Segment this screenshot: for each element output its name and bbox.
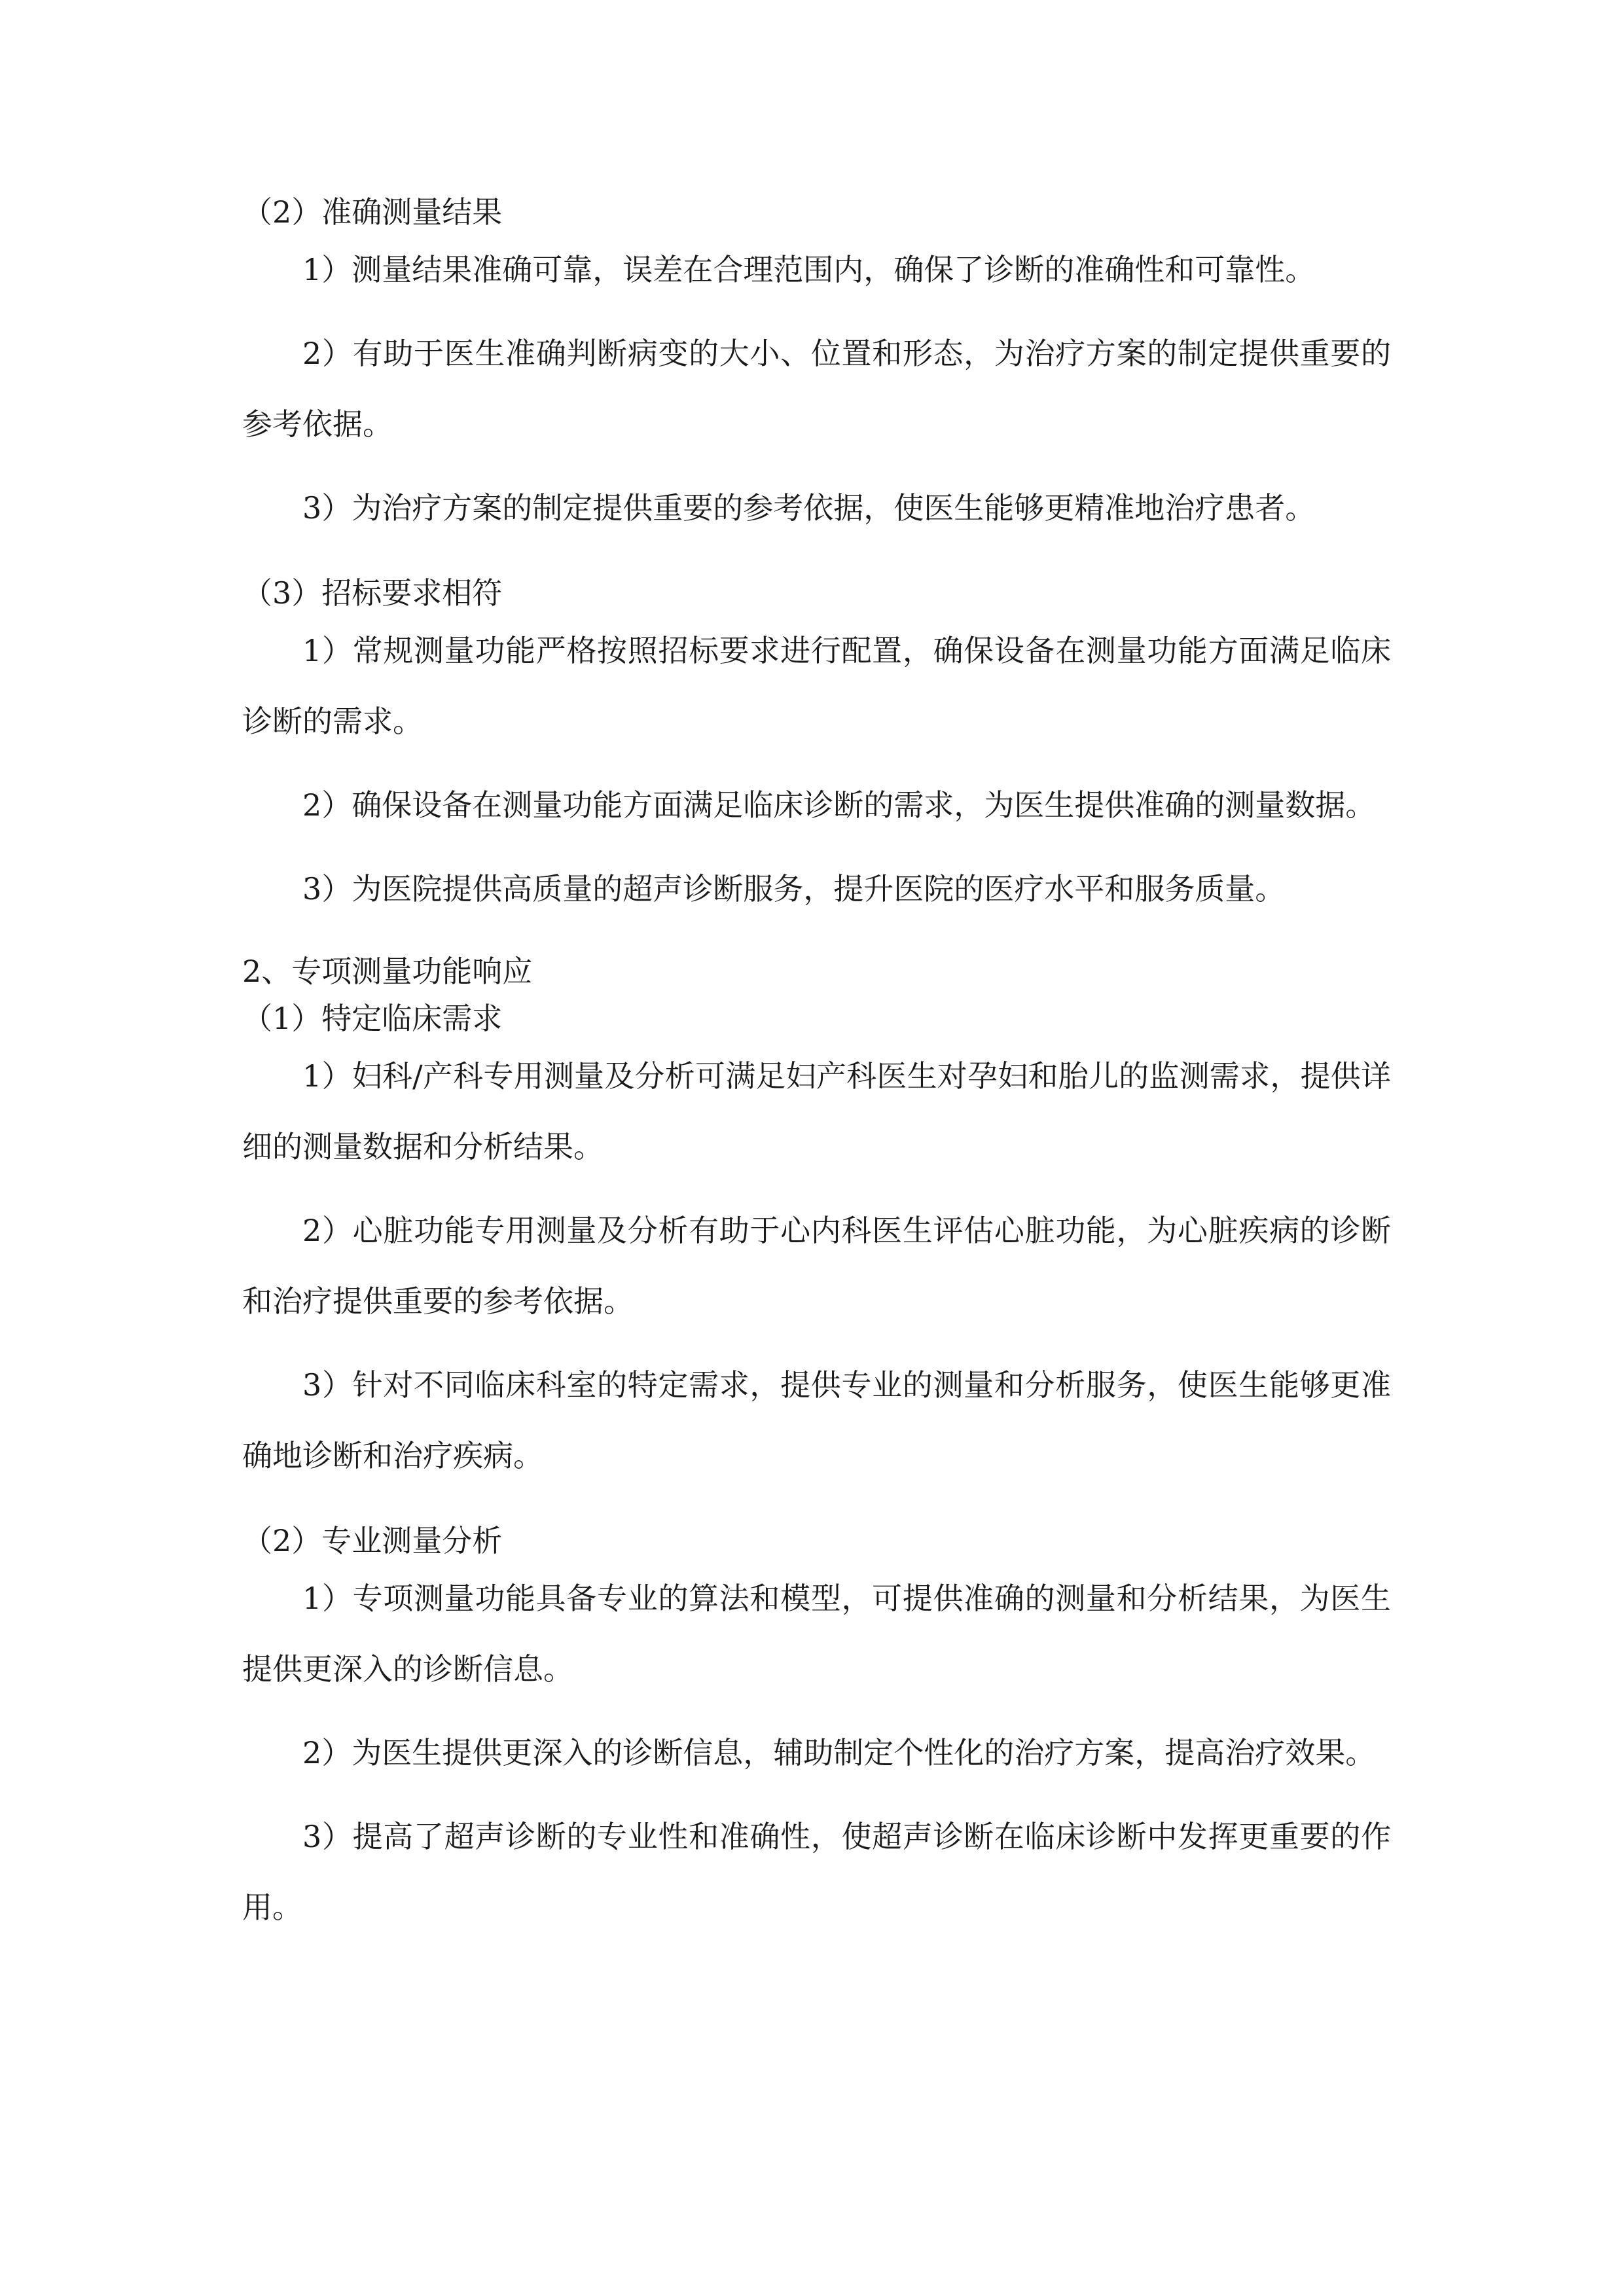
paragraph-item: 3）为治疗方案的制定提供重要的参考依据，使医生能够更精准地治疗患者。: [302, 490, 1316, 526]
section-heading-accurate-measurement: （2）准确测量结果: [242, 194, 503, 230]
paragraph-item: 2）有助于医生准确判断病变的大小、位置和形态，为治疗方案的制定提供重要的参考依据。: [242, 336, 1391, 442]
main-heading-special-measurement: 2、专项测量功能响应: [242, 954, 533, 989]
section-heading-tender-compliance: （3）招标要求相符: [242, 575, 503, 611]
paragraph-item: 2）确保设备在测量功能方面满足临床诊断的需求，为医生提供准确的测量数据。: [302, 787, 1376, 823]
section-heading-clinical-needs: （1）特定临床需求: [242, 1001, 503, 1036]
paragraph-item: 3）为医院提供高质量的超声诊断服务，提升医院的医疗水平和服务质量。: [302, 871, 1286, 906]
paragraph-item: 3）针对不同临床科室的特定需求，提供专业的测量和分析服务，使医生能够更准确地诊断和治疗疾病。: [242, 1367, 1391, 1473]
paragraph-item: 1）妇科/产科专用测量及分析可满足妇产科医生对孕妇和胎儿的监测需求，提供详细的测量数据和分析结果。: [242, 1058, 1391, 1164]
paragraph-item: 1）专项测量功能具备专业的算法和模型，可提供准确的测量和分析结果，为医生提供更深入的诊断信息。: [242, 1581, 1391, 1687]
paragraph-item: 1）常规测量功能严格按照招标要求进行配置，确保设备在测量功能方面满足临床诊断的需求。: [242, 633, 1391, 739]
paragraph-item: 2）为医生提供更深入的诊断信息，辅助制定个性化的治疗方案，提高治疗效果。: [302, 1735, 1376, 1770]
section-heading-professional-analysis: （2）专业测量分析: [242, 1523, 503, 1558]
document-body: [242, 190, 1391, 1943]
paragraph-item: 3）提高了超声诊断的专业性和准确性，使超声诊断在临床诊断中发挥更重要的作用。: [242, 1819, 1391, 1925]
paragraph-item: 2）心脏功能专用测量及分析有助于心内科医生评估心脏功能，为心脏疾病的诊断和治疗提供重要的参考依据。: [242, 1213, 1391, 1319]
paragraph-item: 1）测量结果准确可靠，误差在合理范围内，确保了诊断的准确性和可靠性。: [302, 252, 1316, 287]
